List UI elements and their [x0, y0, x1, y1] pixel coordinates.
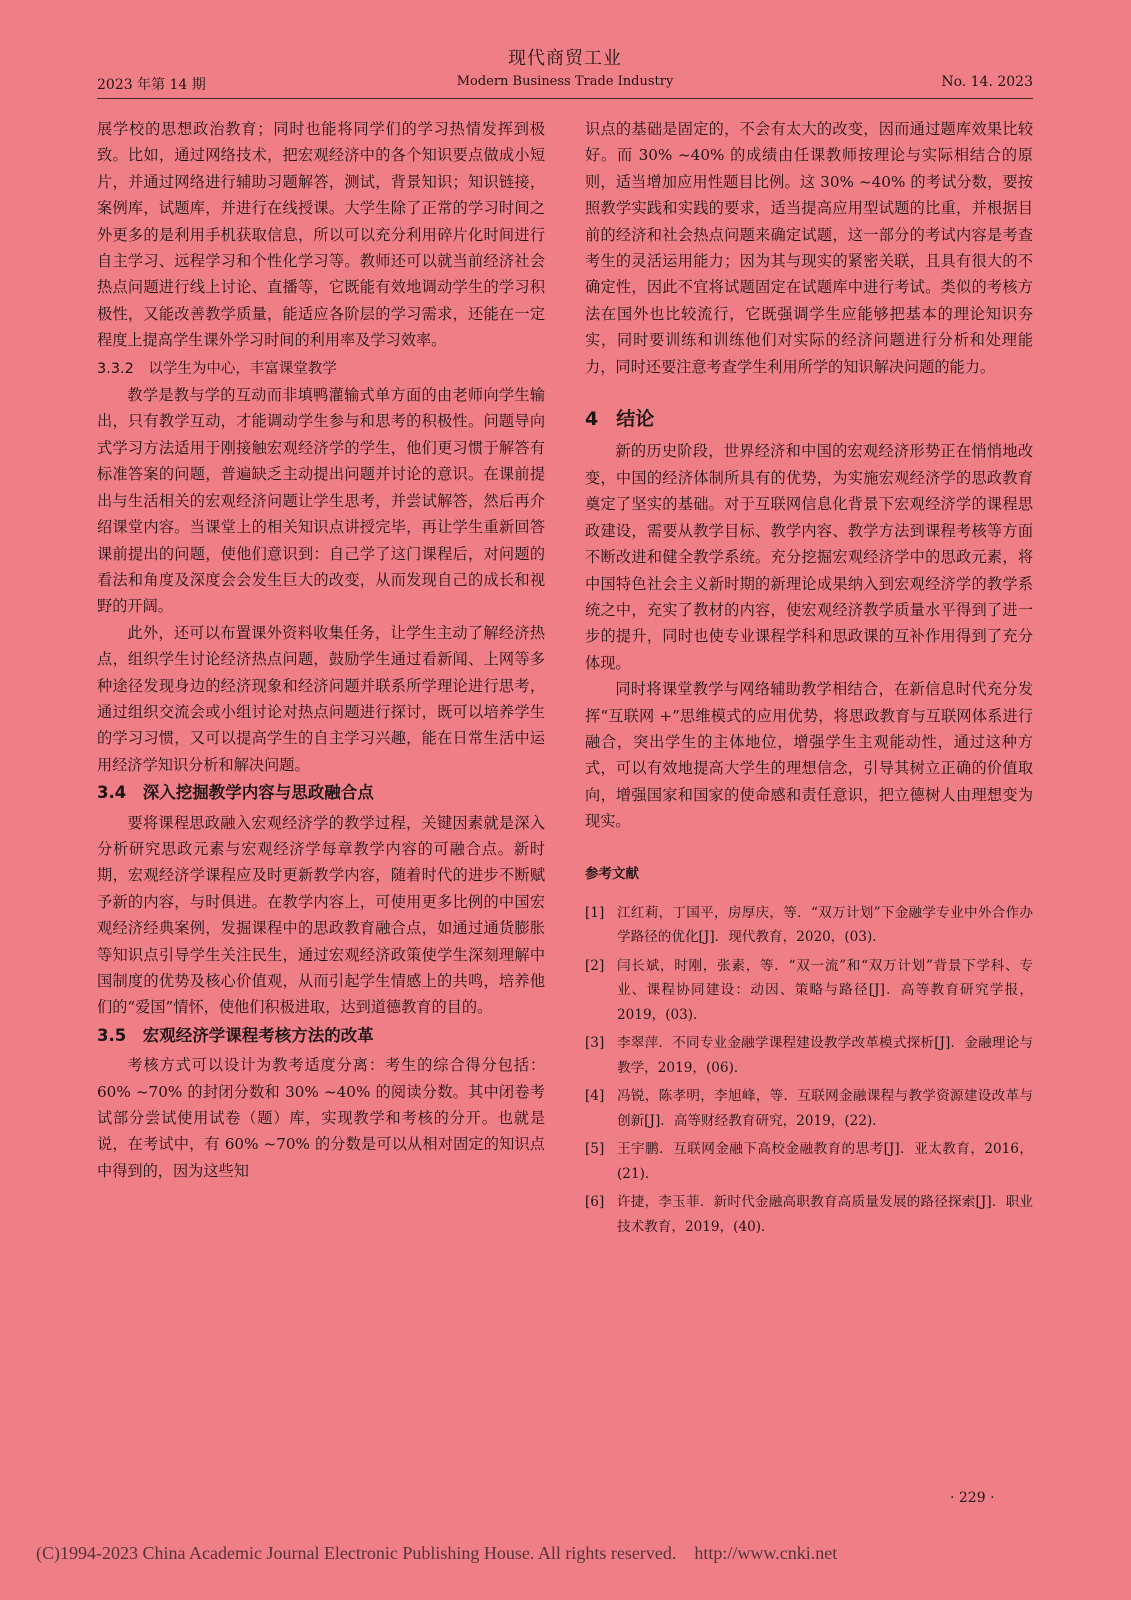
section-heading-3-4: 3.4 深入挖掘教学内容与思政融合点: [97, 783, 374, 803]
footer-url: http://www.cnki.net: [694, 1543, 838, 1563]
journal-title: 现代商贸工业: [508, 48, 622, 69]
reference-text: 许捷，李玉菲．新时代金融高职教育高质量发展的路径探索[J]．职业技术教育，2019，(40)．: [617, 1194, 1033, 1235]
reference-list: [585, 901, 1033, 1240]
reference-number: [5]: [585, 1141, 605, 1158]
issue-cn: 2023 年第 14 期: [97, 77, 206, 93]
paragraph: 识点的基础是固定的，不会有太大的改变，因而通过题库效果比较好。而 30% ~40% 的成绩由任课教师按理论与实际相结合的原则，适当增加应用性题目比例。这 30% ~40% 的考试分数，要按照教学实践和实践的要求，适当提高应用型试题的比重，并根据目前的经济和社会热点问题来确定试题，这一部分的考试内容是考查考生的灵活运用能力；因为其与现实的紧密关联，且具有很大的不确定性，因此不宜将试题固定在试题库中进行考试。类似的考核方法在国外也比较流行，它既强调学生应能够把基本的理论知识夯实，同时要训练和训练他们对实际的经济问题进行分析和处理能力，同时还要注意考查学生利用所学的知识解决问题的能力。: [585, 120, 1033, 376]
reference-item: [585, 901, 1033, 950]
section-number: 4: [585, 408, 599, 431]
paragraph: 要将课程思政融入宏观经济学的教学过程，关键因素就是深入分析研究思政元素与宏观经济学每章教学内容的可融合点。新时期，宏观经济学课程应及时更新教学内容，随着时代的进步不断赋予新的内容，与时俱进。在教学内容上，可使用更多比例的中国宏观经济经典案例，发掘课程中的思政教育融合点，如通过通货膨胀等知识点引导学生关注民生，通过宏观经济政策使学生深刻理解中国制度的优势及核心价值观，从而引起学生情感上的共鸣，培养他们的“爱国”情怀，使他们积极进取，达到道德教育的目的。: [97, 813, 545, 1017]
reference-text: 闫长斌，时刚，张素，等．“双一流”和“双万计划”背景下学科、专业、课程协同建设：动因、策略与路径[J]．高等教育研究学报，2019，(03)．: [617, 957, 1033, 1023]
reference-item: [585, 1137, 1033, 1186]
reference-number: [6]: [585, 1194, 605, 1211]
paragraph: 教学是教与学的互动而非填鸭灌输式单方面的由老师向学生输出，只有教学互动，才能调动学生参与和思考的积极性。问题导向式学习方法适用于刚接触宏观经济学的学生，他们更习惯于解答有标准答案的问题，普遍缺乏主动提出问题并讨论的意识。在课前提出与生活相关的宏观经济问题让学生思考，并尝试解答，然后再介绍课堂内容。当课堂上的相关知识点讲授完毕，再让学生重新回答课前提出的问题，使他们意识到：自己学了这门课程后，对问题的看法和角度及深度会会发生巨大的改变，从而发现自己的成长和视野的开阔。: [97, 386, 545, 616]
reference-number: [2]: [585, 957, 605, 974]
reference-text: 李翠萍．不同专业金融学课程建设教学改革模式探析[J]．金融理论与教学，2019，(06)．: [617, 1035, 1033, 1076]
copyright-text: (C)1994-2023 China Academic Journal Electronic Publishing House. All rights reserved.: [36, 1543, 677, 1563]
journal-title-en: Modern Business Trade Industry: [456, 74, 674, 89]
reference-number: [1]: [585, 904, 605, 921]
running-header: [97, 44, 1033, 99]
reference-text: 冯锐，陈孝明，李旭峰，等．互联网金融课程与教学资源建设改革与创新[J]．高等财经教育研究，2019，(22)．: [617, 1088, 1033, 1129]
reference-text: 江红莉，丁国平，房厚庆，等．“双万计划”下金融学专业中外合作办学路径的优化[J]．现代教育，2020，(03)．: [617, 904, 1033, 946]
references-heading: 参考文献: [585, 865, 639, 882]
section-heading-4: [585, 406, 1033, 432]
paragraph: 新的历史阶段，世界经济和中国的宏观经济形势正在悄悄地改变，中国的经济体制所具有的优势，为实施宏观经济学的思政教育奠定了坚实的基础。对于互联网信息化背景下宏观经济学的课程思政建设，需要从教学目标、教学内容、教学方法到课程考核等方面不断改进和健全教学系统。充分挖掘宏观经济学中的思政元素，将中国特色社会主义新时期的新理论成果纳入到宏观经济学的教学系统之中，充实了教材的内容，使宏观经济教学质量水平得到了进一步的提升，同时也使专业课程学科和思政课的互补作用得到了充分体现。: [585, 442, 1033, 672]
copyright-footer: [36, 1543, 837, 1564]
reference-text: 王宇鹏．互联网金融下高校金融教育的思考[J]．亚太教育，2016，(21)．: [617, 1141, 1033, 1182]
reference-number: [3]: [585, 1035, 605, 1052]
reference-item: [585, 1190, 1033, 1239]
reference-item: [585, 1084, 1033, 1133]
section-title: 结论: [616, 408, 655, 431]
left-column: [97, 116, 545, 1184]
reference-item: [585, 1031, 1033, 1080]
section-heading-3-5: 3.5 宏观经济学课程考核方法的改革: [97, 1025, 374, 1045]
issue-en: No. 14. 2023: [941, 74, 1033, 90]
subsection-heading-3-3-2: 3.3.2 以学生为中心，丰富课堂教学: [97, 360, 337, 377]
header-row: [97, 74, 1033, 96]
paragraph: 此外，还可以布置课外资料收集任务，让学生主动了解经济热点，组织学生讨论经济热点问题，鼓励学生通过看新闻、上网等多种途径发现身边的经济现象和经济问题并联系所学理论进行思考，通过组织交流会或小组讨论对热点问题进行探讨，既可以培养学生的学习习惯，又可以提高学生的自主学习兴趣，能在日常生活中运用经济学知识分析和解决问题。: [97, 623, 545, 774]
paragraph: 展学校的思想政治教育；同时也能将同学们的学习热情发挥到极致。比如，通过网络技术，把宏观经济中的各个知识要点做成小短片，并通过网络进行辅助习题解答，测试，背景知识；知识链接，案例库，试题库，并进行在线授课。大学生除了正常的学习时间之外更多的是利用手机获取信息，所以可以充分利用碎片化时间进行自主学习、远程学习和个性化学习等。教师还可以就当前经济社会热点问题进行线上讨论、直播等，它既能有效地调动学生的学习积极性，又能改善教学质量，能适应各阶层的学习需求，还能在一定程度上提高学生课外学习时间的利用率及学习效率。: [97, 120, 545, 350]
reference-item: [585, 954, 1033, 1028]
reference-number: [4]: [585, 1088, 605, 1105]
paragraph: 考核方式可以设计为教考适度分离：考生的综合得分包括：60% ~70% 的封闭分数和 30% ~40% 的阅读分数。其中闭卷考试部分尝试使用试卷（题）库，实现教学和考核的分开。也就是说，在考试中，有 60% ~70% 的分数是可以从相对固定的知识点中得到的，因为这些知: [97, 1056, 545, 1180]
right-column: [585, 116, 1033, 1243]
header-divider: [97, 98, 1033, 99]
paragraph: 同时将课堂教学与网络辅助教学相结合，在新信息时代充分发挥“互联网 +”思维模式的应用优势，将思政教育与互联网体系进行融合，突出学生的主体地位，增强学生主观能动性，通过这种方式，可以有效地提高大学生的理想信念，引导其树立正确的价值取向，增强国家和国家的使命感和责任意识，把立德树人由理想变为现实。: [585, 680, 1033, 831]
page-number: · 229 ·: [950, 1490, 995, 1506]
